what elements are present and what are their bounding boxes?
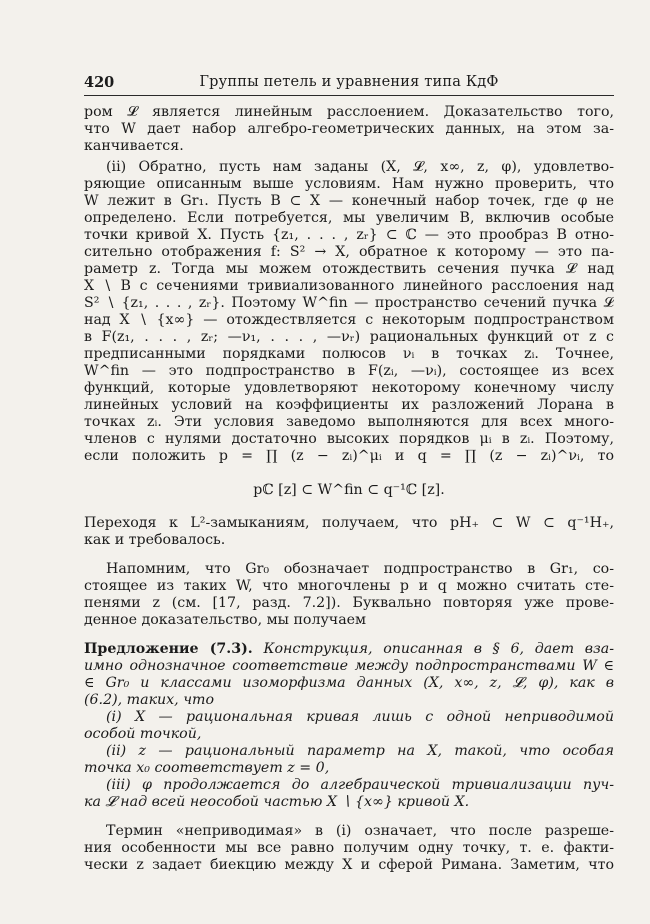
condition-i: (i) X — рациональная кривая лишь с одной неприводимой xyxy=(106,709,614,725)
text-line: сительно отображения f: S² → X, обратное к которому — это па- xyxy=(84,244,614,260)
text-line: канчивается. xyxy=(84,138,184,154)
text-line: над X ∖ {x∞} — отождествляется с некоторым подпространством xyxy=(84,312,614,328)
display-formula: pℂ [z] ⊂ W^fin ⊂ q⁻¹ℂ [z]. xyxy=(253,482,445,498)
paragraph-closure xyxy=(84,515,614,549)
page-header xyxy=(84,74,614,94)
text-line: определено. Если потребуется, мы увеличим B, включив особые xyxy=(84,210,614,226)
text-line: точки кривой X. Пусть {z₁, . . . , zᵣ} ⊂ ℂ — это прообраз B отно- xyxy=(84,227,614,243)
text-line xyxy=(84,641,614,658)
page-number: 420 xyxy=(84,74,115,91)
text-line: ряющие описанным выше условиям. Нам нужно проверить, что xyxy=(84,176,614,192)
text-line: если положить p = ∏ (z − zᵢ)^μᵢ и q = ∏ (z − zᵢ)^νᵢ, то xyxy=(84,448,614,464)
text-line: ∈ Gr₀ и классами изоморфизма данных (X, x∞, z, 𝓛, φ), как в xyxy=(84,675,614,691)
text-line: ка 𝓛 над всей неособой частью X ∖ {x∞} кривой X. xyxy=(84,794,470,810)
text-line: в F(z₁, . . . , zᵣ; —ν₁, . . . , —νᵣ) рациональных функций от z с xyxy=(84,329,614,345)
text-line: Напомним, что Gr₀ обозначает подпространство в Gr₁, со- xyxy=(106,561,614,577)
text-line: (ii) Обратно, пусть нам заданы (X, 𝓛, x∞, z, φ), удовлетво- xyxy=(106,159,614,175)
text-line: W^fin — это подпространство в F(zᵢ, —νᵢ), состоящее из всех xyxy=(84,363,614,379)
text-line: имно однозначное соответствие между подпространствами W ∈ xyxy=(84,658,614,674)
text-line: X ∖ B с сечениями тривиализованного линейного расслоения над xyxy=(84,278,614,294)
text-line: ния особенности мы все равно получим одну точку, т. е. факти- xyxy=(84,840,614,856)
text-line: чески z задает биекцию между X и сферой Римана. Заметим, что xyxy=(84,857,614,873)
page-body xyxy=(84,104,614,874)
condition-ii: (ii) z — рациональный параметр на X, такой, что особая xyxy=(106,743,614,759)
proposition-7-3 xyxy=(84,641,614,811)
text-line: предписанными порядками полюсов νᵢ в точках zᵢ. Точнее, xyxy=(84,346,614,362)
text-line: как и требовалось. xyxy=(84,532,226,548)
paragraph-continuation xyxy=(84,104,614,155)
paragraph-proof-ii xyxy=(84,159,614,465)
text-line: (6.2), таких, что xyxy=(84,692,215,708)
text-line: Переходя к L²-замыканиям, получаем, что pH₊ ⊂ W ⊂ q⁻¹H₊, xyxy=(84,515,614,531)
text-line: функций, которые удовлетворяют некоторому конечному числу xyxy=(84,380,614,396)
text-line: стоящее из таких W, что многочлены p и q можно считать сте- xyxy=(84,578,614,594)
text-line: что W дает набор алгебро-геометрических данных, на этом за- xyxy=(84,121,614,137)
header-rule xyxy=(84,95,614,96)
text-line: раметр z. Тогда мы можем отождествить сечения пучка 𝓛 над xyxy=(84,261,614,277)
condition-iii: (iii) φ продолжается до алгебраической тривиализации пуч- xyxy=(106,777,614,793)
text-line: пенями z (см. [17, разд. 7.2]). Буквально повторяя уже прове- xyxy=(84,595,614,611)
text-line: членов с нулями достаточно высоких порядков μᵢ в zᵢ. Поэтому, xyxy=(84,431,614,447)
text-line: точках zᵢ. Эти условия заведомо выполняются для всех много- xyxy=(84,414,614,430)
text-line: особой точкой, xyxy=(84,726,202,742)
text-line: линейных условий на коэффициенты их разложений Лорана в xyxy=(84,397,614,413)
text-line: S² ∖ {z₁, . . . , zᵣ}. Поэтому W^fin — пространство сечений пучка 𝓛 xyxy=(84,295,614,311)
running-title: Группы петель и уравнения типа КдФ xyxy=(199,74,499,90)
text-line: W лежит в Gr₁. Пусть B ⊂ X — конечный набор точек, где φ не xyxy=(84,193,614,209)
paragraph-irreducible xyxy=(84,823,614,874)
proposition-text: Конструкция, описанная в § 6, дает вза- xyxy=(263,641,614,657)
text-line: денное доказательство, мы получаем xyxy=(84,612,367,628)
text-line: точка x₀ соответствует z = 0, xyxy=(84,760,330,776)
paragraph-recall xyxy=(84,561,614,629)
text-line: ром 𝓛 является линейным расслоением. Доказательство того, xyxy=(84,104,614,120)
text-line: Термин «неприводимая» в (i) означает, что после разреше- xyxy=(106,823,614,839)
proposition-label: Предложение (7.3). xyxy=(84,641,253,657)
